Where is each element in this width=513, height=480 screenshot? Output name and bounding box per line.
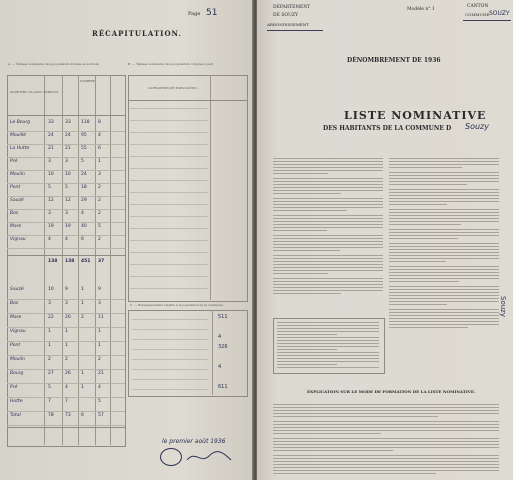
lower-row-value: 6 <box>81 413 84 418</box>
lower-row-value: 3 <box>98 301 101 306</box>
row-value: 1 <box>98 159 101 164</box>
mid-header: NOMBRE <box>80 79 95 83</box>
row-label: Sauzé <box>10 198 24 203</box>
lower-row-label: Moulin <box>10 357 25 362</box>
instructions-left-column <box>273 158 383 296</box>
row-value: 5 <box>48 185 51 190</box>
lower-row-rule <box>7 327 125 328</box>
row-value: 5 <box>98 224 101 229</box>
certification-line <box>277 331 379 332</box>
row-value: 33 <box>65 120 71 125</box>
side-handwritten: Souzy <box>499 296 507 317</box>
lower-row-value: 1 <box>98 343 101 348</box>
dept-value: DE SOUZY <box>273 13 298 18</box>
certification-line <box>277 340 379 341</box>
table-c-figure: 326 <box>218 344 228 350</box>
lower-row-value: 7 <box>65 399 68 404</box>
lower-row-rule <box>7 397 125 398</box>
lower-row-rule <box>7 355 125 356</box>
table-b-rule <box>130 156 208 157</box>
row-label: Le Bourg <box>10 120 31 125</box>
page-label: Page <box>188 11 201 17</box>
right-col-header: CATÉGORIES DE POPULATION. <box>148 86 198 90</box>
section-b-title: B. — Tableau sommaire de la population comptée à part <box>128 62 214 66</box>
section-c-title: C. — Renseignements relatifs à la population de la commune. <box>130 303 224 307</box>
table-c-rule <box>132 359 208 360</box>
lower-row-value: 57 <box>98 413 104 418</box>
page-number: 51 <box>206 8 218 18</box>
lower-row-value: 1 <box>65 329 68 334</box>
row-value: 118 <box>81 120 90 125</box>
row-value: 2 <box>98 237 101 242</box>
lower-row-value: 4 <box>65 385 68 390</box>
certification-line <box>277 328 379 329</box>
total-value: 451 <box>81 259 91 264</box>
lower-row-rule <box>7 313 125 314</box>
lower-row-value: 27 <box>48 371 54 376</box>
row-rule <box>7 157 125 158</box>
row-value: 3 <box>98 172 101 177</box>
table-b-rule <box>130 204 208 205</box>
row-value: 10 <box>65 172 71 177</box>
lower-row-rule <box>7 299 125 300</box>
certification-line <box>277 367 379 368</box>
lower-row-rule <box>7 383 125 384</box>
row-label: Pont <box>10 185 21 190</box>
row-value: 19 <box>65 224 71 229</box>
recapitulation-page <box>0 0 253 480</box>
row-value: 19 <box>48 224 54 229</box>
commune-handwritten: Souzy <box>465 122 489 131</box>
dept-label: DÉPARTEMENT <box>273 5 311 10</box>
mayor-stamp <box>160 448 182 466</box>
table-b-rule <box>130 252 208 253</box>
row-value: 2 <box>98 211 101 216</box>
lower-row-value: 10 <box>48 287 54 292</box>
row-value: 4 <box>98 133 101 138</box>
table-c-rule <box>132 339 208 340</box>
model-label: Modèle n° 1 <box>407 7 435 12</box>
total-value: 37 <box>98 259 105 264</box>
table-b-rule <box>130 240 208 241</box>
list-title: LISTE NOMINATIVE <box>344 109 487 122</box>
lower-row-label: Hutte <box>10 399 23 404</box>
lower-row-label: Pré <box>10 385 18 390</box>
lower-row-value: 78 <box>48 413 54 418</box>
row-value: 4 <box>48 237 51 242</box>
table-c-rule <box>132 379 208 380</box>
lower-row-label: Sauzé <box>10 287 24 292</box>
lower-row-value: 2 <box>65 357 68 362</box>
row-label: Bos <box>10 211 19 216</box>
table-b-rule <box>130 264 208 265</box>
row-value: 2 <box>98 185 101 190</box>
table-b-rule <box>130 120 208 121</box>
table-b-rule <box>130 180 208 181</box>
lower-row-value: 1 <box>98 329 101 334</box>
row-label: Mouillé <box>10 133 27 138</box>
row-value: 4 <box>81 211 84 216</box>
lower-row-value: 2 <box>81 315 84 320</box>
row-rule <box>7 170 125 171</box>
left-col-header: QUARTIERS, VILLAGES, HAMEAUX. <box>10 91 59 94</box>
row-rule <box>7 209 125 210</box>
certification-line <box>277 364 337 365</box>
lower-row-label: Total <box>10 413 21 418</box>
row-rule <box>7 222 125 223</box>
lower-row-label: Pont <box>10 343 21 348</box>
commune-value: SOUZY <box>489 10 510 17</box>
row-value: 95 <box>81 133 87 138</box>
section-a-title: A. — Tableau sommaire de la population divisée en sections <box>8 62 100 66</box>
row-rule <box>7 196 125 197</box>
lower-row-value: 22 <box>48 315 54 320</box>
certification-line <box>277 337 379 338</box>
lower-row-value: 1 <box>81 301 84 306</box>
lower-row-value: 11 <box>98 315 104 320</box>
lower-row-value: 26 <box>65 371 71 376</box>
table-c-rule <box>132 389 208 390</box>
certification-line <box>277 322 379 323</box>
lower-row-value: 1 <box>48 329 51 334</box>
cover-page <box>257 0 513 480</box>
signature-date: le premier août 1936 <box>162 438 226 445</box>
table-c-rule <box>132 349 208 350</box>
row-value: 29 <box>81 198 87 203</box>
row-value: 21 <box>65 146 71 151</box>
table-b-rule <box>130 288 208 289</box>
row-value: 6 <box>98 146 101 151</box>
list-subtitle: DES HABITANTS DE LA COMMUNE D <box>323 125 452 132</box>
row-value: 2 <box>98 198 101 203</box>
lower-row-label: Bourg <box>10 371 24 376</box>
lower-row-value: 9 <box>98 287 101 292</box>
row-value: 55 <box>81 146 87 151</box>
lower-row-rule <box>7 341 125 342</box>
lower-row-value: 5 <box>98 399 101 404</box>
table-b-rule <box>130 108 208 109</box>
lower-row-value: 1 <box>65 343 68 348</box>
lower-row-value: 20 <box>65 315 71 320</box>
table-c <box>128 310 248 397</box>
table-b-rule <box>130 228 208 229</box>
row-value: 12 <box>65 198 71 203</box>
table-b-rule <box>130 168 208 169</box>
lower-row-value: 7 <box>48 399 51 404</box>
row-value: 6 <box>81 237 84 242</box>
row-label: Mare <box>10 224 22 229</box>
arr-label: ARRONDISSEMENT <box>267 22 309 27</box>
row-label: Vignau <box>10 237 26 242</box>
row-rule <box>7 131 125 132</box>
lower-row-label: Vignau <box>10 329 26 334</box>
certification-line <box>277 346 379 347</box>
certification-line <box>277 352 379 353</box>
row-label: Moulin <box>10 172 25 177</box>
certification-line <box>277 361 379 362</box>
row-value: 10 <box>48 172 54 177</box>
table-c-rule <box>132 319 208 320</box>
total-value: 138 <box>65 259 75 264</box>
row-label: Pré <box>10 159 18 164</box>
row-value: 40 <box>81 224 87 229</box>
lower-row-rule <box>7 369 125 370</box>
lower-row-value: 3 <box>48 301 51 306</box>
row-value: 5 <box>65 185 68 190</box>
total-value: 138 <box>48 259 58 264</box>
row-value: 3 <box>48 159 51 164</box>
page-title: RÉCAPITULATION. <box>92 29 182 38</box>
row-rule <box>7 183 125 184</box>
lower-row-value: 2 <box>98 357 101 362</box>
table-b-rule <box>130 132 208 133</box>
row-value: 3 <box>48 211 51 216</box>
row-value: 21 <box>48 146 54 151</box>
row-value: 3 <box>65 159 68 164</box>
certification-line <box>277 334 337 335</box>
lower-row-value: 9 <box>65 287 68 292</box>
lower-row-label: Mare <box>10 315 22 320</box>
lower-row-value: 73 <box>65 413 71 418</box>
table-b <box>128 75 248 302</box>
instructions-right-column <box>389 158 499 330</box>
lower-row-value: 4 <box>98 385 101 390</box>
canton-label: CANTON <box>467 4 489 9</box>
mayor-signature <box>185 448 235 466</box>
table-c-figure: 4 <box>218 334 222 340</box>
lower-row-value: 21 <box>98 371 104 376</box>
commune-label: COMMUNE <box>465 12 490 17</box>
table-b-rule <box>130 192 208 193</box>
row-rule <box>7 144 125 145</box>
certification-line <box>277 358 379 359</box>
lower-row-value: 1 <box>81 371 84 376</box>
row-value: 24 <box>48 133 54 138</box>
table-c-figure: 611 <box>218 384 228 390</box>
lower-row-rule <box>7 411 125 412</box>
row-value: 24 <box>65 133 71 138</box>
table-c-figure: 511 <box>218 314 228 320</box>
certification-line <box>277 355 379 356</box>
table-c-figure: 4 <box>218 364 222 370</box>
table-b-rule <box>130 276 208 277</box>
table-c-rule <box>132 369 208 370</box>
lower-row-value: 1 <box>48 343 51 348</box>
table-b-rule <box>130 216 208 217</box>
certification-line <box>277 349 337 350</box>
row-value: 5 <box>81 159 84 164</box>
lower-row-value: 1 <box>81 287 84 292</box>
certification-line <box>277 325 379 326</box>
row-value: 18 <box>81 185 87 190</box>
table-c-rule <box>132 329 208 330</box>
lower-row-value: 1 <box>81 385 84 390</box>
lower-row-value: 2 <box>48 357 51 362</box>
lower-row-value: 5 <box>48 385 51 390</box>
certification-line <box>277 343 379 344</box>
table-b-rule <box>130 144 208 145</box>
row-value: 4 <box>65 237 68 242</box>
lower-row-value: 3 <box>65 301 68 306</box>
row-value: 3 <box>65 211 68 216</box>
lower-row-rule <box>7 425 125 426</box>
row-rule <box>7 235 125 236</box>
row-label: La Hutte <box>10 146 30 151</box>
row-value: 8 <box>98 120 101 125</box>
row-value: 12 <box>48 198 54 203</box>
census-title: DÉNOMBREMENT DE 1936 <box>347 57 441 64</box>
row-rule <box>7 248 125 249</box>
row-value: 33 <box>48 120 54 125</box>
explanation-text <box>273 404 499 476</box>
lower-row-label: Bos <box>10 301 19 306</box>
row-value: 24 <box>81 172 87 177</box>
bottom-heading: EXPLICATION SUR LE MODE DE FORMATION DE LA LISTE NOMINATIVE. <box>307 389 476 394</box>
